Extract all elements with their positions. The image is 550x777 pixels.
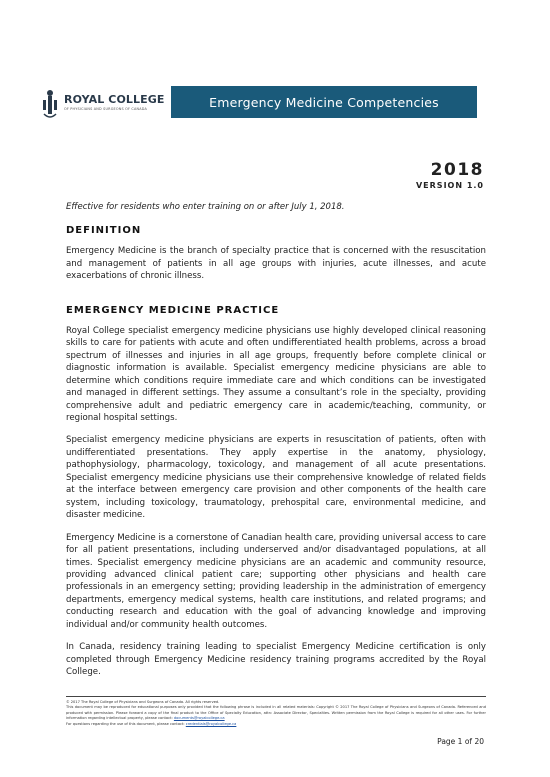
section-heading-definition: DEFINITION: [66, 225, 142, 237]
effective-date-note: Effective for residents who enter training on or after July 1, 2018.: [66, 202, 345, 212]
banner-title: Emergency Medicine Competencies: [209, 94, 439, 110]
document-body: [66, 201, 486, 689]
logo-subtitle: OF PHYSICIANS AND SURGEONS OF CANADA: [64, 107, 148, 111]
footer-divider: [66, 696, 486, 697]
footer-questions: [66, 722, 486, 727]
page-number: Page 1 of 20: [437, 737, 484, 746]
ip-email-link[interactable]: documents@royalcollege.ca: [173, 716, 225, 721]
definition-paragraph: Emergency Medicine is the branch of specialty practice that is concerned with the resuscitation and management of patients in all age groups with injuries, acute illnesses, and acute exacerbations of chronic illness.: [66, 246, 486, 282]
document-version: VERSION 1.0: [415, 181, 484, 190]
footer-copyright: © 2017 The Royal College of Physicians and Surgeons of Canada. All rights reserved.: [66, 700, 220, 704]
section-heading-practice: EMERGENCY MEDICINE PRACTICE: [66, 304, 280, 316]
crest-icon: [40, 84, 62, 128]
practice-paragraph-2: Specialist emergency medicine physicians are experts in resuscitation of patients, often with undifferentiated presentations. They apply expertise in the anatomy, physiology, pathophysiology, pharmacology, toxicology, and management of all acute presentations. Specialist emergency medicine physicians use their comprehensive knowledge of related fields at the interface between emergency care provision and other components of the health care system, including toxicology, traumatology, prehospital care, environmental medicine, and disaster medicine.: [66, 435, 486, 521]
practice-paragraph-1: Royal College specialist emergency medicine physicians use highly developed clinical reasoning skills to care for patients with acute and often undifferentiated health problems, across a broad spectrum of illnesses and injuries in all age groups, frequently before complete clinical or diagnostic information is available. Specialist emergency medicine physicians are able to determine which conditions require immediate care and which conditions can be investigated and managed in different settings. They assume a consultant’s role in the specialty, providing comprehensive adult and pediatric emergency care in academic/teaching, community, or regional hospital settings.: [66, 325, 486, 423]
footer-questions-text: For questions regarding the use of this document, please contact:: [66, 721, 185, 726]
footer-permissions-text: This document may be reproduced for educational purposes only provided that the following phrase is included in all related materials: Copyright © 2017 The Royal College of Physicians and Surgeons of Canada. Referenced and produced with permission. Please forward a copy of the final product to the Office of Specialty Education, attn: Associate Director, Specialties. Written permission from the Royal College is required for all other uses. For further information regarding intellectual property, please contact:: [66, 705, 486, 721]
footer-permissions: [66, 705, 486, 721]
title-banner: [171, 86, 477, 118]
document-year: 2018: [430, 160, 484, 180]
logo-name: ROYAL COLLEGE: [64, 93, 165, 106]
practice-paragraph-4: In Canada, residency training leading to specialist Emergency Medicine certification is only completed through Emergency Medicine residency training programs accredited by the Royal College.: [66, 642, 486, 678]
copyright-footer: [66, 700, 486, 727]
credentials-email-link[interactable]: credentials@royalcollege.ca: [185, 721, 237, 726]
practice-paragraph-3: Emergency Medicine is a cornerstone of Canadian health care, providing universal access to care for all patient presentations, including underserved and/or disadvantaged populations, at all times. Specialist emergency medicine physicians are an academic and community resource, providing advanced clinical patient care; supporting other physicians and health care professionals in an emergency setting; providing leadership in the administration of emergency departments, emergency medical systems, health care institutions, and related programs; and conducting research and education with the goal of advancing knowledge and improving individual and/or community health outcomes.: [66, 532, 486, 630]
